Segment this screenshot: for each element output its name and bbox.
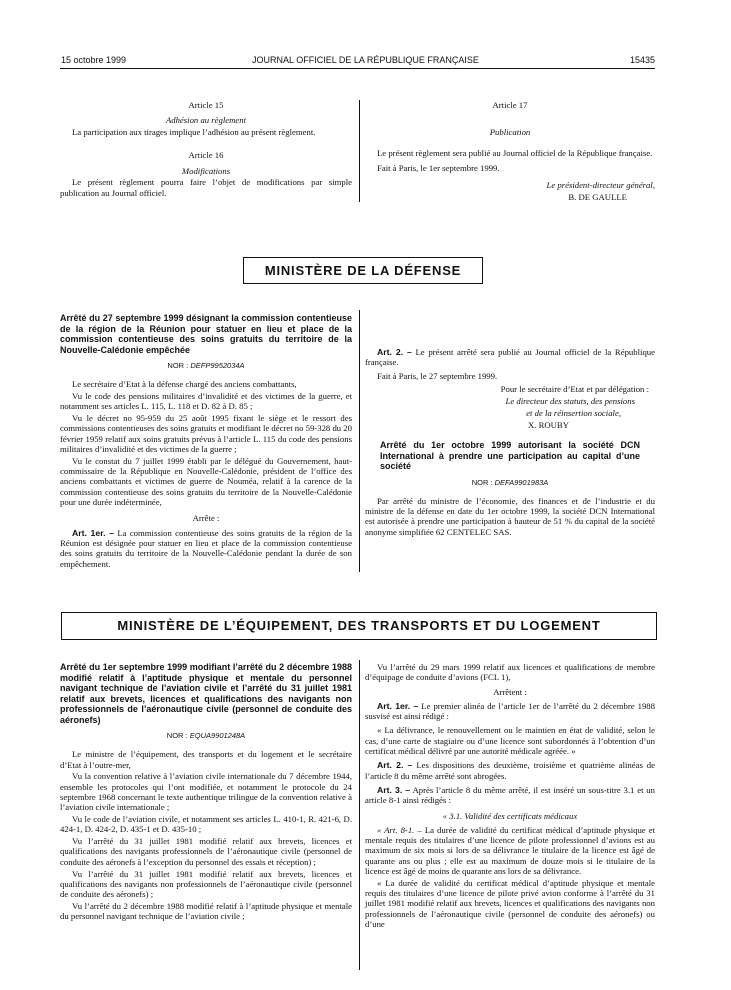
decree-paragraph: Vu l’arrêté du 2 décembre 1988 modifié relatif à l’aptitude physique et mentale du personnel navigant technique de l’aviation civile ; <box>60 900 352 922</box>
article-1-continuation <box>365 313 655 315</box>
nor-reference: NOR : DEFA9901983A <box>471 477 549 487</box>
article-17-title: Article 17 <box>492 100 528 110</box>
article-1-paragraph: Art. 1er. – La commission contentieuse des soins gratuits de la région de la Réunion est désignée pour statuer en lieu et place de la commission contentieuse des soins gratuits du territoire de la Nouvelle-Calédonie pendant la durée de son empêchement. <box>60 527 352 569</box>
top-right-column <box>365 100 655 204</box>
nor-reference: NOR : DEFP9952034A <box>167 361 245 370</box>
decree-paragraph: Vu le décret no 95-959 du 25 août 1995 fixant le siège et le ressort des commissions contentieuses des soins gratuits et modifiant le décret no 59-328 du 20 février 1959 relatif aux soins gratuits prévus à l’article L. 115 du code des pensions militaires d’invalidité et des victimes de la guerre ; <box>60 413 352 455</box>
article-2-paragraph: Art. 2. – Le présent arrêté sera publié au Journal officiel de la République française. <box>365 346 655 367</box>
decree-paragraph: Vu l’arrêté du 31 juillet 1981 modifié relatif aux brevets, licences et qualifications des navigants professionnels de l’aéronautique civile (personnel de conduite des aéronefs à l’exception du personnel des essais et réception) ; <box>60 836 352 867</box>
article-17-text: Le présent règlement sera publié au Journal officiel de la République française. <box>377 147 653 158</box>
equipment-right-column <box>365 662 655 931</box>
nor-reference: NOR : EQUA9901248A <box>166 731 246 740</box>
article-15-subtitle: Adhésion au règlement <box>165 115 247 126</box>
signatory-title: Le directeur des statuts, des pensions <box>505 396 635 407</box>
decree-paragraph: Vu l’arrêté du 31 juillet 1981 modifié relatif aux brevets, licences et qualifications des navigants non professionnels de l’aéronautique civile (personnel de conduite des aéronefs) ; <box>60 868 352 900</box>
top-left-column <box>60 100 352 200</box>
nor-code: DEFP9952034A <box>190 361 245 370</box>
ministry-defense-heading: MINISTÈRE DE LA DÉFENSE <box>243 257 483 284</box>
column-divider-equipment <box>359 660 360 970</box>
article-2-label: Art. 2. – <box>377 760 413 771</box>
nor-code: DEFA9901983A <box>494 477 549 487</box>
arrete-title: Arrêté du 1er octobre 1999 autorisant la société DCN International à prendre une participation au capital d’une société <box>380 440 640 472</box>
decree-paragraph: Vu l’arrêté du 29 mars 1999 relatif aux licences et qualifications de membre d’équipage de conduite d’avions (FCL 1), <box>365 662 655 683</box>
article-16-text: Le présent règlement pourra faire l’objet de modifications par simple publication au Journal officiel. <box>60 177 352 198</box>
subtitle-validity: « 3.1. Validité des certificats médicaux <box>442 810 578 821</box>
quoted-paragraph: « La durée de validité du certificat médical d’aptitude physique et mentale requis des titulaires d’une licence de pilote privé avion conforme à l’arrêté du 31 juillet 1981 modifié relatif aux brevets, licences et qualifications des navigants non professionnels de l’aéronautique civile (personnel de conduite des aéronefs) ou d’une <box>365 877 655 930</box>
article-16-title: Article 16 <box>188 150 224 161</box>
decree-paragraph: Le secrétaire d’Etat à la défense chargé des anciens combattants, <box>72 379 297 390</box>
article-1-paragraph: Art. 1er. – Le premier alinéa de l’article 1er de l’arrêté du 2 décembre 1988 susvisé est ainsi rédigé : <box>365 700 655 722</box>
fait-paris: Fait à Paris, le 1er septembre 1999. <box>377 162 500 173</box>
article-3-label: Art. 3. – <box>377 784 411 795</box>
article-8-1-label: « Art. 8-1. <box>377 824 415 835</box>
signatory-title-cont: et de la réinsertion sociale, <box>526 407 621 418</box>
decree-paragraph: Vu le code de l’aviation civile, et notamment ses articles L. 410-1, R. 421-6, D. 424-1, D. 424-2, D. 435-1 et D. 435-10 ; <box>60 814 352 835</box>
arrete-title: Arrêté du 1er septembre 1999 modifiant l’arrêté du 2 décembre 1988 modifié relatif à l’aptitude physique et mentale du personnel navigant technique de l’aviation civile et l’arrêté du 31 juillet 1981 relatif aux brevets, licences et qualifications des navigants non professionnels de l’aéronautique civile (personnel de conduite des aéronefs) <box>60 662 352 725</box>
quoted-paragraph: « La délivrance, le renouvellement ou le maintien en état de validité, selon le cas, d’une carte de stagiaire ou d’une licence sont subordonnés à l’obtention d’un certificat médical délivré par une autorité médicale agréée. » <box>365 725 655 757</box>
signatory-delegation: Pour le secrétaire d’Etat et par délégation : <box>500 384 649 395</box>
header-date: 15 octobre 1999 <box>61 55 127 65</box>
header-journal: JOURNAL OFFICIEL DE LA RÉPUBLIQUE FRANÇAISE <box>252 55 479 65</box>
decree-paragraph: Par arrêté du ministre de l’économie, des finances et de l’industrie et du ministre de la défense en date du 1er octobre 1999, la société DCN International est autorisée à prendre une participation à hauteur de 51 % du capital de la société anonyme simplifiée 62 CENTELEC SAS. <box>365 495 655 537</box>
signatory-title: Le président-directeur général, <box>546 180 655 191</box>
article-3-paragraph: Art. 3. – Après l’article 8 du même arrêté, il est inséré un sous-titre 3.1 et un article 8-1 ainsi rédigés : <box>365 784 655 806</box>
article-1-label: Art. 1er. – <box>72 527 114 538</box>
column-divider-defense <box>359 310 360 572</box>
article-15-title: Article 15 <box>188 100 224 110</box>
article-17-subtitle: Publication <box>489 127 531 138</box>
decree-paragraph: Le ministre de l’équipement, des transports et du logement et le secrétaire d’Etat à l’outre-mer, <box>60 749 352 770</box>
signatory-name: B. DE GAULLE <box>568 191 627 202</box>
ministry-equipment-heading: MINISTÈRE DE L’ÉQUIPEMENT, DES TRANSPORTS ET DU LOGEMENT <box>61 612 657 640</box>
equipment-left-column <box>60 662 352 923</box>
decree-paragraph: Vu la convention relative à l’aviation civile internationale du 7 décembre 1944, ensemble les protocoles qui l’ont modifiée, et notamment le protocole du 24 septembre 1968 concernant le texte authentique trilingue de la convention relative à l’aviation civile internationale ; <box>60 771 352 813</box>
arrete-title: Arrêté du 27 septembre 1999 désignant la commission contentieuse de la région de la Réunion pour statuer en lieu et place de la commission contentieuse des soins gratuits du territoire de la Nouvelle-Calédonie empêchée <box>60 313 352 355</box>
arrete-label: Arrête : <box>192 513 220 524</box>
fait-paris: Fait à Paris, le 27 septembre 1999. <box>377 371 498 382</box>
column-divider-top <box>359 100 360 202</box>
header-page-number: 15435 <box>629 55 655 65</box>
article-2-paragraph: Art. 2. – Les dispositions des deuxième, troisième et quatrième alinéas de l’article 8 du même arrêté sont abrogées. <box>365 760 656 781</box>
article-1-label: Art. 1er. – <box>377 700 419 711</box>
defense-right-column <box>365 313 655 539</box>
article-2-label: Art. 2. – <box>377 346 412 357</box>
article-15-text: La participation aux tirages implique l’adhésion au présent règlement. <box>72 127 316 138</box>
quoted-article-8-1: « Art. 8-1. – La durée de validité du certificat médical d’aptitude physique et mentale requis des titulaires d’une licence de pilote professionnel d’avions est au maximum de six mois si lors de sa délivrance le titulaire de la licence est âgé de quarante ans ou plus ; elle est au maximum de douze mois si le titulaire de la licence est âgé de moins de quarante ans lors de sa délivrance. <box>365 824 655 877</box>
signatory-name: X. ROUBY <box>527 419 569 430</box>
defense-left-column <box>60 313 352 570</box>
header-rule <box>60 68 655 69</box>
decree-paragraph: Vu le constat du 7 juillet 1999 établi par le délégué du Gouvernement, haut-commissaire de la République en Nouvelle-Calédonie, président de l’office des anciens combattants et victimes de guerre de Nouméa, relatif à la carence de la commission contentieuse des soins gratuits du territoire de la Nouvelle-Calédonie pour une durée indéterminée, <box>60 455 352 508</box>
article-16-subtitle: Modifications <box>181 165 231 176</box>
decree-paragraph: Vu le code des pensions militaires d’invalidité et des victimes de la guerre, et notamment ses articles L. 115, L. 118 et D. 82 à D. 85 ; <box>60 391 352 412</box>
nor-code: EQUA9901248A <box>189 731 246 740</box>
arretent-label: Arrêtent : <box>493 686 527 697</box>
